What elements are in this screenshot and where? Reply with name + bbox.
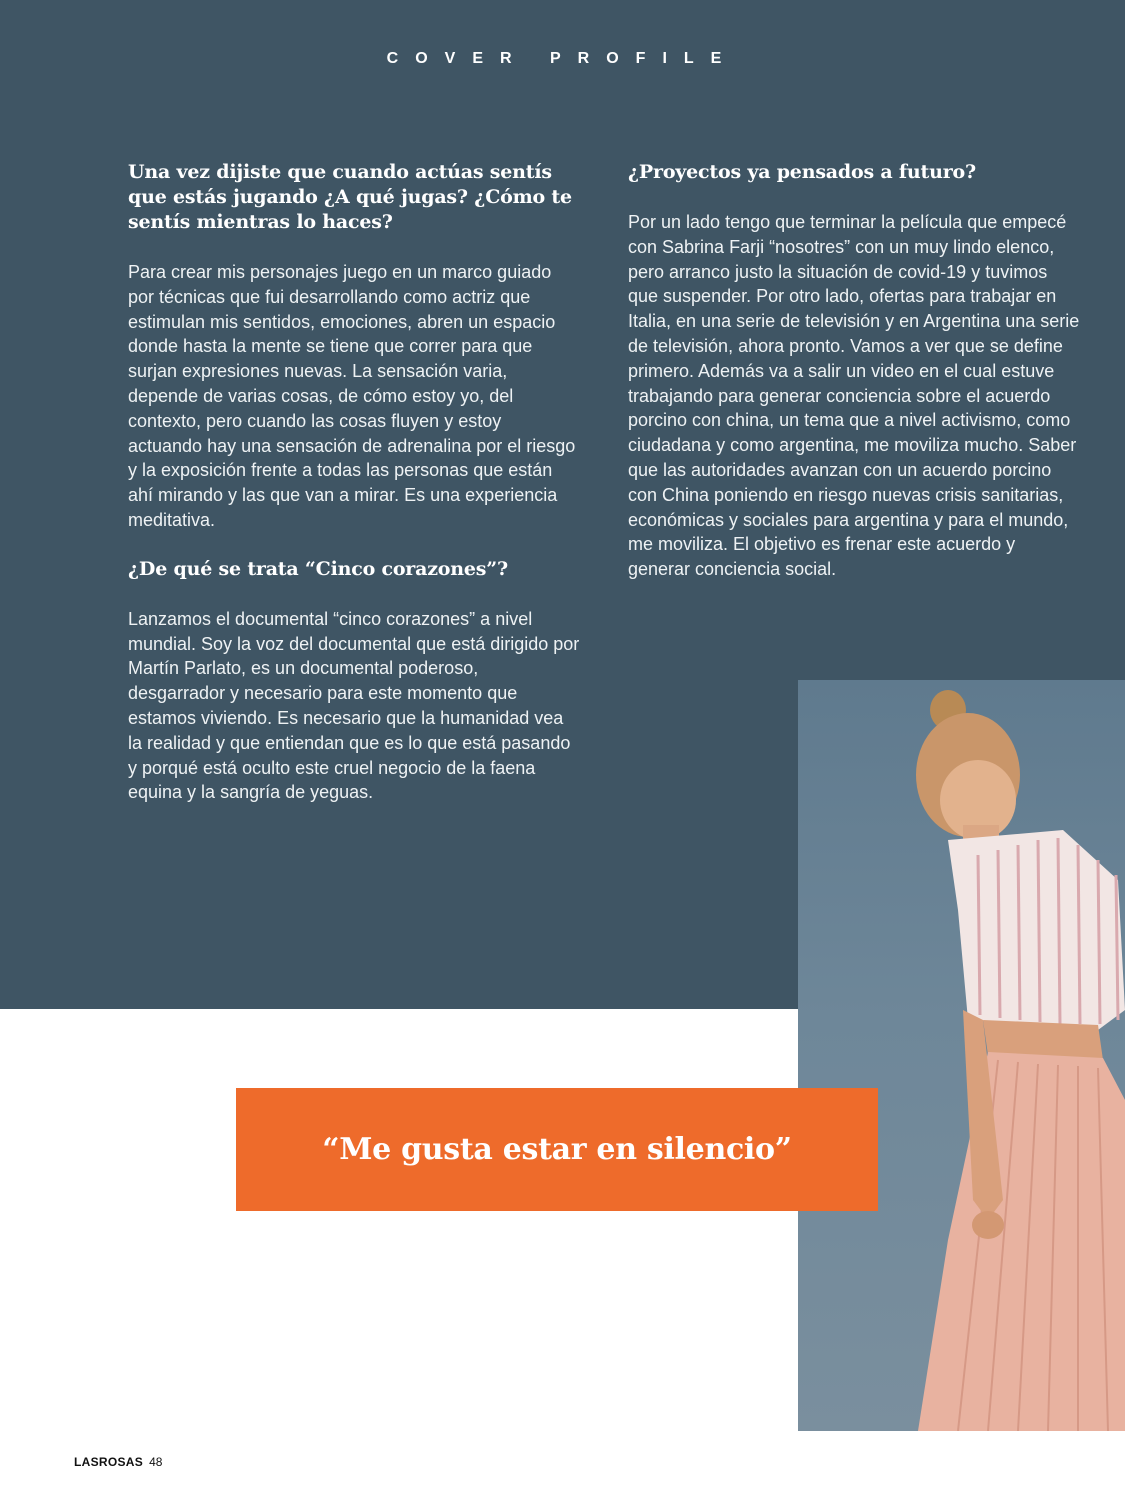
question-3: ¿Proyectos ya pensados a futuro?	[628, 161, 976, 183]
page-number: 48	[149, 1455, 163, 1469]
answer-3: Por un lado tengo que terminar la película que empecé con Sabrina Farji “nosotres” con un muy lindo elenco, pero arranco justo la situación de covid-19 y tuvimos que suspender. Por otro lado, ofertas para trabajar en Italia, en una serie de televisión y en Argentina una serie de televisión, ahora pronto. Vamos a ver que se define primero. Además va a salir un video en el cual estuve trabajando para generar conciencia sobre el acuerdo porcino con china, un tema que a nivel activismo, como ciudadana y como argentina, me moviliza mucho. Saber que las autoridades avanzan con un acuerdo porcino con China poniendo en riesgo nuevas crisis sanitarias, económicas y sociales para argentina y para el mundo, me moviliza. El objetivo es frenar este acuerdo y generar conciencia social.	[628, 212, 1080, 580]
left-column	[128, 160, 580, 829]
section-label: COVER PROFILE	[386, 50, 739, 67]
answer-1: Para crear mis personajes juego en un marco guiado por técnicas que fui desarrollando como actriz que estimulan mis sentidos, emociones, abren un espacio donde hasta la mente se tiene que correr para que surjan expresiones nuevas. La sensación varia, depende de varias cosas, de cómo estoy yo, del contexto, pero cuando las cosas fluyen y estoy actuando hay una sensación de adrenalina por el riesgo y la exposición frente a todas las personas que están ahí mirando y las que van a mirar. Es una experiencia meditativa.	[128, 262, 576, 530]
page-footer	[74, 1455, 162, 1469]
question-2: ¿De qué se trata “Cinco corazones”?	[128, 557, 508, 580]
right-column	[628, 160, 1080, 606]
question-1: Una vez dijiste que cuando actúas sentís que estás jugando ¿A qué jugas? ¿Cómo te sentís mientras lo haces?	[128, 161, 572, 233]
pull-quote: “Me gusta estar en silencio”	[322, 1132, 792, 1167]
magazine-brand: LASROSAS	[74, 1455, 144, 1469]
pull-quote-box	[236, 1088, 878, 1211]
portrait-illustration	[798, 680, 1125, 1431]
portrait-photo	[798, 680, 1125, 1431]
answer-2: Lanzamos el documental “cinco corazones” a nivel mundial. Soy la voz del documental que está dirigido por Martín Parlato, es un documental poderoso, desgarrador y necesario para este momento que estamos viviendo. Es necesario que la humanidad vea la realidad y que entiendan que es lo que está pasando y porqué está oculto este cruel negocio de la faena equina y la sangría de yeguas.	[128, 608, 580, 803]
